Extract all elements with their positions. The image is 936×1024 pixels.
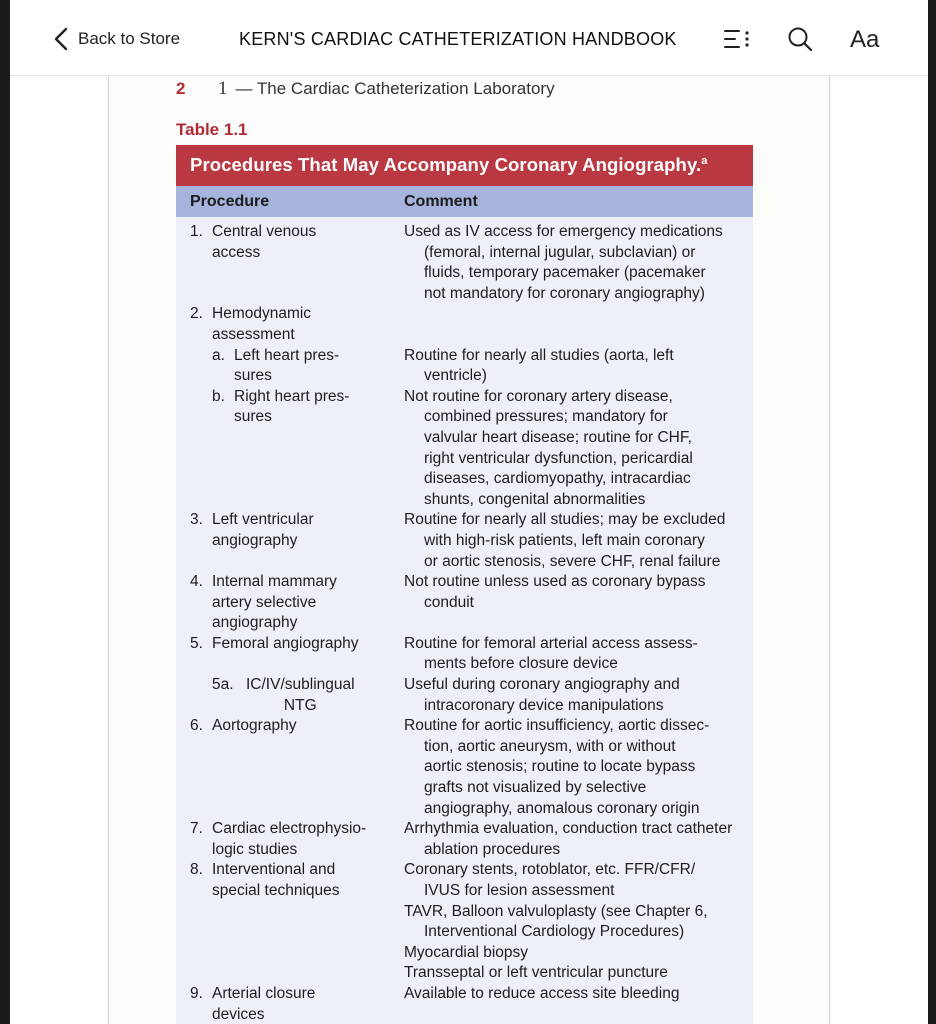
procedure-name xyxy=(212,819,366,860)
procedure-line: NTG xyxy=(283,696,317,714)
comment-line: ablation procedures xyxy=(424,840,561,858)
comment-text xyxy=(404,510,740,572)
comment-cell xyxy=(390,984,740,1024)
comment-text: Myocardial biopsy xyxy=(404,943,529,961)
comment-text xyxy=(404,634,740,675)
reader-toolbar xyxy=(0,0,936,76)
procedure-name xyxy=(212,984,315,1024)
comment-line: Useful during coronary angiography and xyxy=(404,676,680,694)
procedure-name xyxy=(212,304,311,345)
comment-cell xyxy=(390,304,740,345)
comment-cell xyxy=(390,716,740,819)
comment-line: Routine for nearly all studies; may be excluded xyxy=(404,511,726,529)
comment-line: Routine for nearly all studies (aorta, left xyxy=(404,346,674,364)
page-number: 2 xyxy=(176,79,186,98)
table-of-contents-button[interactable] xyxy=(722,24,752,54)
row-number: a. xyxy=(212,346,225,364)
row-number: 7. xyxy=(190,820,203,838)
procedure-cell xyxy=(176,984,390,1024)
comment-line: Interventional Cardiology Procedures) xyxy=(424,923,685,941)
row-number: 9. xyxy=(190,984,203,1002)
comment-line: shunts, congenital abnormalities xyxy=(424,490,646,508)
comment-line: right ventricular dysfunction, pericardial xyxy=(424,449,693,467)
table-row xyxy=(176,346,753,387)
comment-line: ments before closure device xyxy=(424,655,618,673)
back-to-store-label: Back to Store xyxy=(78,29,181,48)
comment-cell xyxy=(390,510,740,572)
chapter-heading xyxy=(218,78,555,100)
procedure-cell xyxy=(176,510,390,572)
screen-edge-right xyxy=(928,0,936,1024)
table-row xyxy=(176,984,753,1024)
comment-line: Arrhythmia evaluation, conduction tract catheter xyxy=(404,820,733,838)
table-row xyxy=(176,510,753,572)
procedure-line: Cardiac electrophysio- xyxy=(212,820,367,838)
comment-text xyxy=(404,387,740,511)
comment-text xyxy=(404,716,740,819)
procedure-name xyxy=(234,387,349,428)
procedure-line: Internal mammary xyxy=(212,573,337,591)
procedure-line: devices xyxy=(212,1005,265,1023)
comment-text xyxy=(404,346,740,387)
procedure-line: assessment xyxy=(212,325,295,343)
procedure-line: special techniques xyxy=(212,882,340,899)
procedure-line: Right heart pres- xyxy=(234,387,350,405)
comment-cell xyxy=(390,222,740,304)
procedure-cell xyxy=(176,304,390,345)
procedure-line: Central venous xyxy=(212,223,317,240)
comment-line: valvular heart disease; routine for CHF, xyxy=(424,428,692,446)
procedure-line: angiography xyxy=(212,614,298,632)
comment-line: tion, aortic aneurysm, with or without xyxy=(424,737,676,755)
comment-line: intracoronary device manipulations xyxy=(424,696,664,714)
comment-cell xyxy=(390,634,740,675)
comment-line: Used as IV access for emergency medications xyxy=(404,223,723,240)
procedure-name: Aortography xyxy=(212,717,297,735)
procedure-name xyxy=(212,572,337,634)
row-number: 3. xyxy=(190,511,203,529)
comment-cell xyxy=(390,860,740,984)
comment-line: or aortic stenosis, severe CHF, renal failure xyxy=(424,552,721,570)
comment-line: with high-risk patients, left main coronary xyxy=(424,531,705,549)
procedure-cell xyxy=(176,387,390,511)
comment-text xyxy=(404,819,740,860)
procedure-line: IC/IV/sublingual xyxy=(246,676,355,694)
row-number: b. xyxy=(212,387,225,405)
procedure-cell xyxy=(176,819,390,860)
back-to-store-button[interactable] xyxy=(52,24,180,54)
table-header-row xyxy=(176,186,753,217)
comment-line: Coronary stents, rotoblator, etc. FFR/CFR/ xyxy=(404,861,696,879)
comment-line: not mandatory for coronary angiography) xyxy=(424,284,705,302)
comment-text xyxy=(404,902,740,943)
comment-line: (femoral, internal jugular, subclavian) or xyxy=(424,243,696,261)
table-row xyxy=(176,387,753,511)
table-row xyxy=(176,675,753,716)
table-row xyxy=(176,572,753,634)
chapter-number: 1 xyxy=(218,78,228,99)
row-number: 6. xyxy=(190,717,203,735)
row-number: 5a. xyxy=(212,676,234,694)
comment-line: Routine for femoral arterial access assess- xyxy=(404,634,698,652)
table-row xyxy=(176,819,753,860)
comment-line: Not routine for coronary artery disease, xyxy=(404,387,673,405)
column-header-comment: Comment xyxy=(404,193,478,210)
comment-cell xyxy=(390,387,740,511)
column-header-procedure: Procedure xyxy=(190,193,270,210)
chevron-left-icon xyxy=(52,26,70,52)
comment-text xyxy=(404,860,740,901)
procedure-line: sures xyxy=(234,408,272,426)
procedure-line: Arterial closure xyxy=(212,984,316,1002)
procedure-name: Femoral angiography xyxy=(212,634,359,652)
comment-line: fluids, temporary pacemaker (pacemaker xyxy=(424,264,706,282)
comment-cell xyxy=(390,675,740,716)
comment-line: IVUS for lesion assessment xyxy=(424,882,615,899)
running-head xyxy=(176,78,555,100)
comment-line: TAVR, Balloon valvuloplasty (see Chapter 6, xyxy=(404,902,708,920)
screen-edge-left xyxy=(0,0,10,1024)
procedure-cell xyxy=(176,675,390,716)
table-row xyxy=(176,716,753,819)
row-number: 2. xyxy=(190,305,203,323)
table-body xyxy=(176,222,753,1024)
procedure-line: access xyxy=(212,243,261,261)
table-row xyxy=(176,634,753,675)
row-number: 8. xyxy=(190,861,203,879)
comment-line: Routine for aortic insufficiency, aortic dissec- xyxy=(404,717,710,735)
procedure-cell xyxy=(176,572,390,634)
comment-line: ventricle) xyxy=(424,367,487,385)
comment-line: angiography, anomalous coronary origin xyxy=(424,799,700,817)
procedure-cell xyxy=(176,634,390,675)
font-settings-button[interactable]: Aa xyxy=(850,26,880,53)
procedures-table xyxy=(176,145,753,1024)
procedure-name xyxy=(212,222,316,263)
procedure-line: Left ventricular xyxy=(212,511,314,529)
table-title-footnote-mark: a xyxy=(701,154,708,167)
comment-line: aortic stenosis; routine to locate bypass xyxy=(424,758,696,776)
comment-line: combined pressures; mandatory for xyxy=(424,408,668,426)
comment-cell xyxy=(390,572,740,634)
procedure-line: sures xyxy=(234,367,272,385)
table-row xyxy=(176,860,753,984)
comment-line: Not routine unless used as coronary bypass xyxy=(404,573,706,591)
table-title xyxy=(176,145,753,186)
comment-text xyxy=(404,572,740,613)
chapter-title: — The Cardiac Catheterization Laboratory xyxy=(235,79,555,98)
procedure-cell xyxy=(176,860,390,984)
procedure-line: Left heart pres- xyxy=(234,346,340,364)
table-label: Table 1.1 xyxy=(176,120,248,139)
procedure-line: artery selective xyxy=(212,593,317,611)
comment-cell xyxy=(390,346,740,387)
comment-cell xyxy=(390,819,740,860)
comment-text: Available to reduce access site bleeding xyxy=(404,984,680,1002)
comment-text xyxy=(404,675,740,716)
table-row xyxy=(176,222,753,304)
comment-line: conduit xyxy=(424,593,474,611)
procedure-name xyxy=(212,860,340,901)
search-button[interactable] xyxy=(785,24,815,54)
row-number: 4. xyxy=(190,573,203,591)
procedure-cell xyxy=(176,346,390,387)
comment-line: grafts not visualized by selective xyxy=(424,779,647,797)
row-number: 5. xyxy=(190,634,203,652)
search-icon xyxy=(785,24,815,54)
procedure-line: Interventional and xyxy=(212,861,336,879)
list-icon xyxy=(722,24,752,54)
comment-line: diseases, cardiomyopathy, intracardiac xyxy=(424,470,691,488)
procedure-name xyxy=(212,510,314,551)
procedure-name xyxy=(246,675,355,716)
procedure-line: angiography xyxy=(212,531,298,549)
procedure-line: logic studies xyxy=(212,840,298,858)
comment-text xyxy=(404,222,740,304)
comment-text: Transseptal or left ventricular puncture xyxy=(404,964,668,982)
row-number: 1. xyxy=(190,223,203,240)
procedure-line: Hemodynamic xyxy=(212,305,312,323)
book-title: KERN'S CARDIAC CATHETERIZATION HANDBOOK xyxy=(239,29,677,49)
procedure-cell xyxy=(176,716,390,819)
table-title-text: Procedures That May Accompany Coronary Angiography. xyxy=(190,154,702,175)
table-row xyxy=(176,304,753,345)
procedure-cell xyxy=(176,222,390,304)
procedure-name xyxy=(234,346,339,387)
